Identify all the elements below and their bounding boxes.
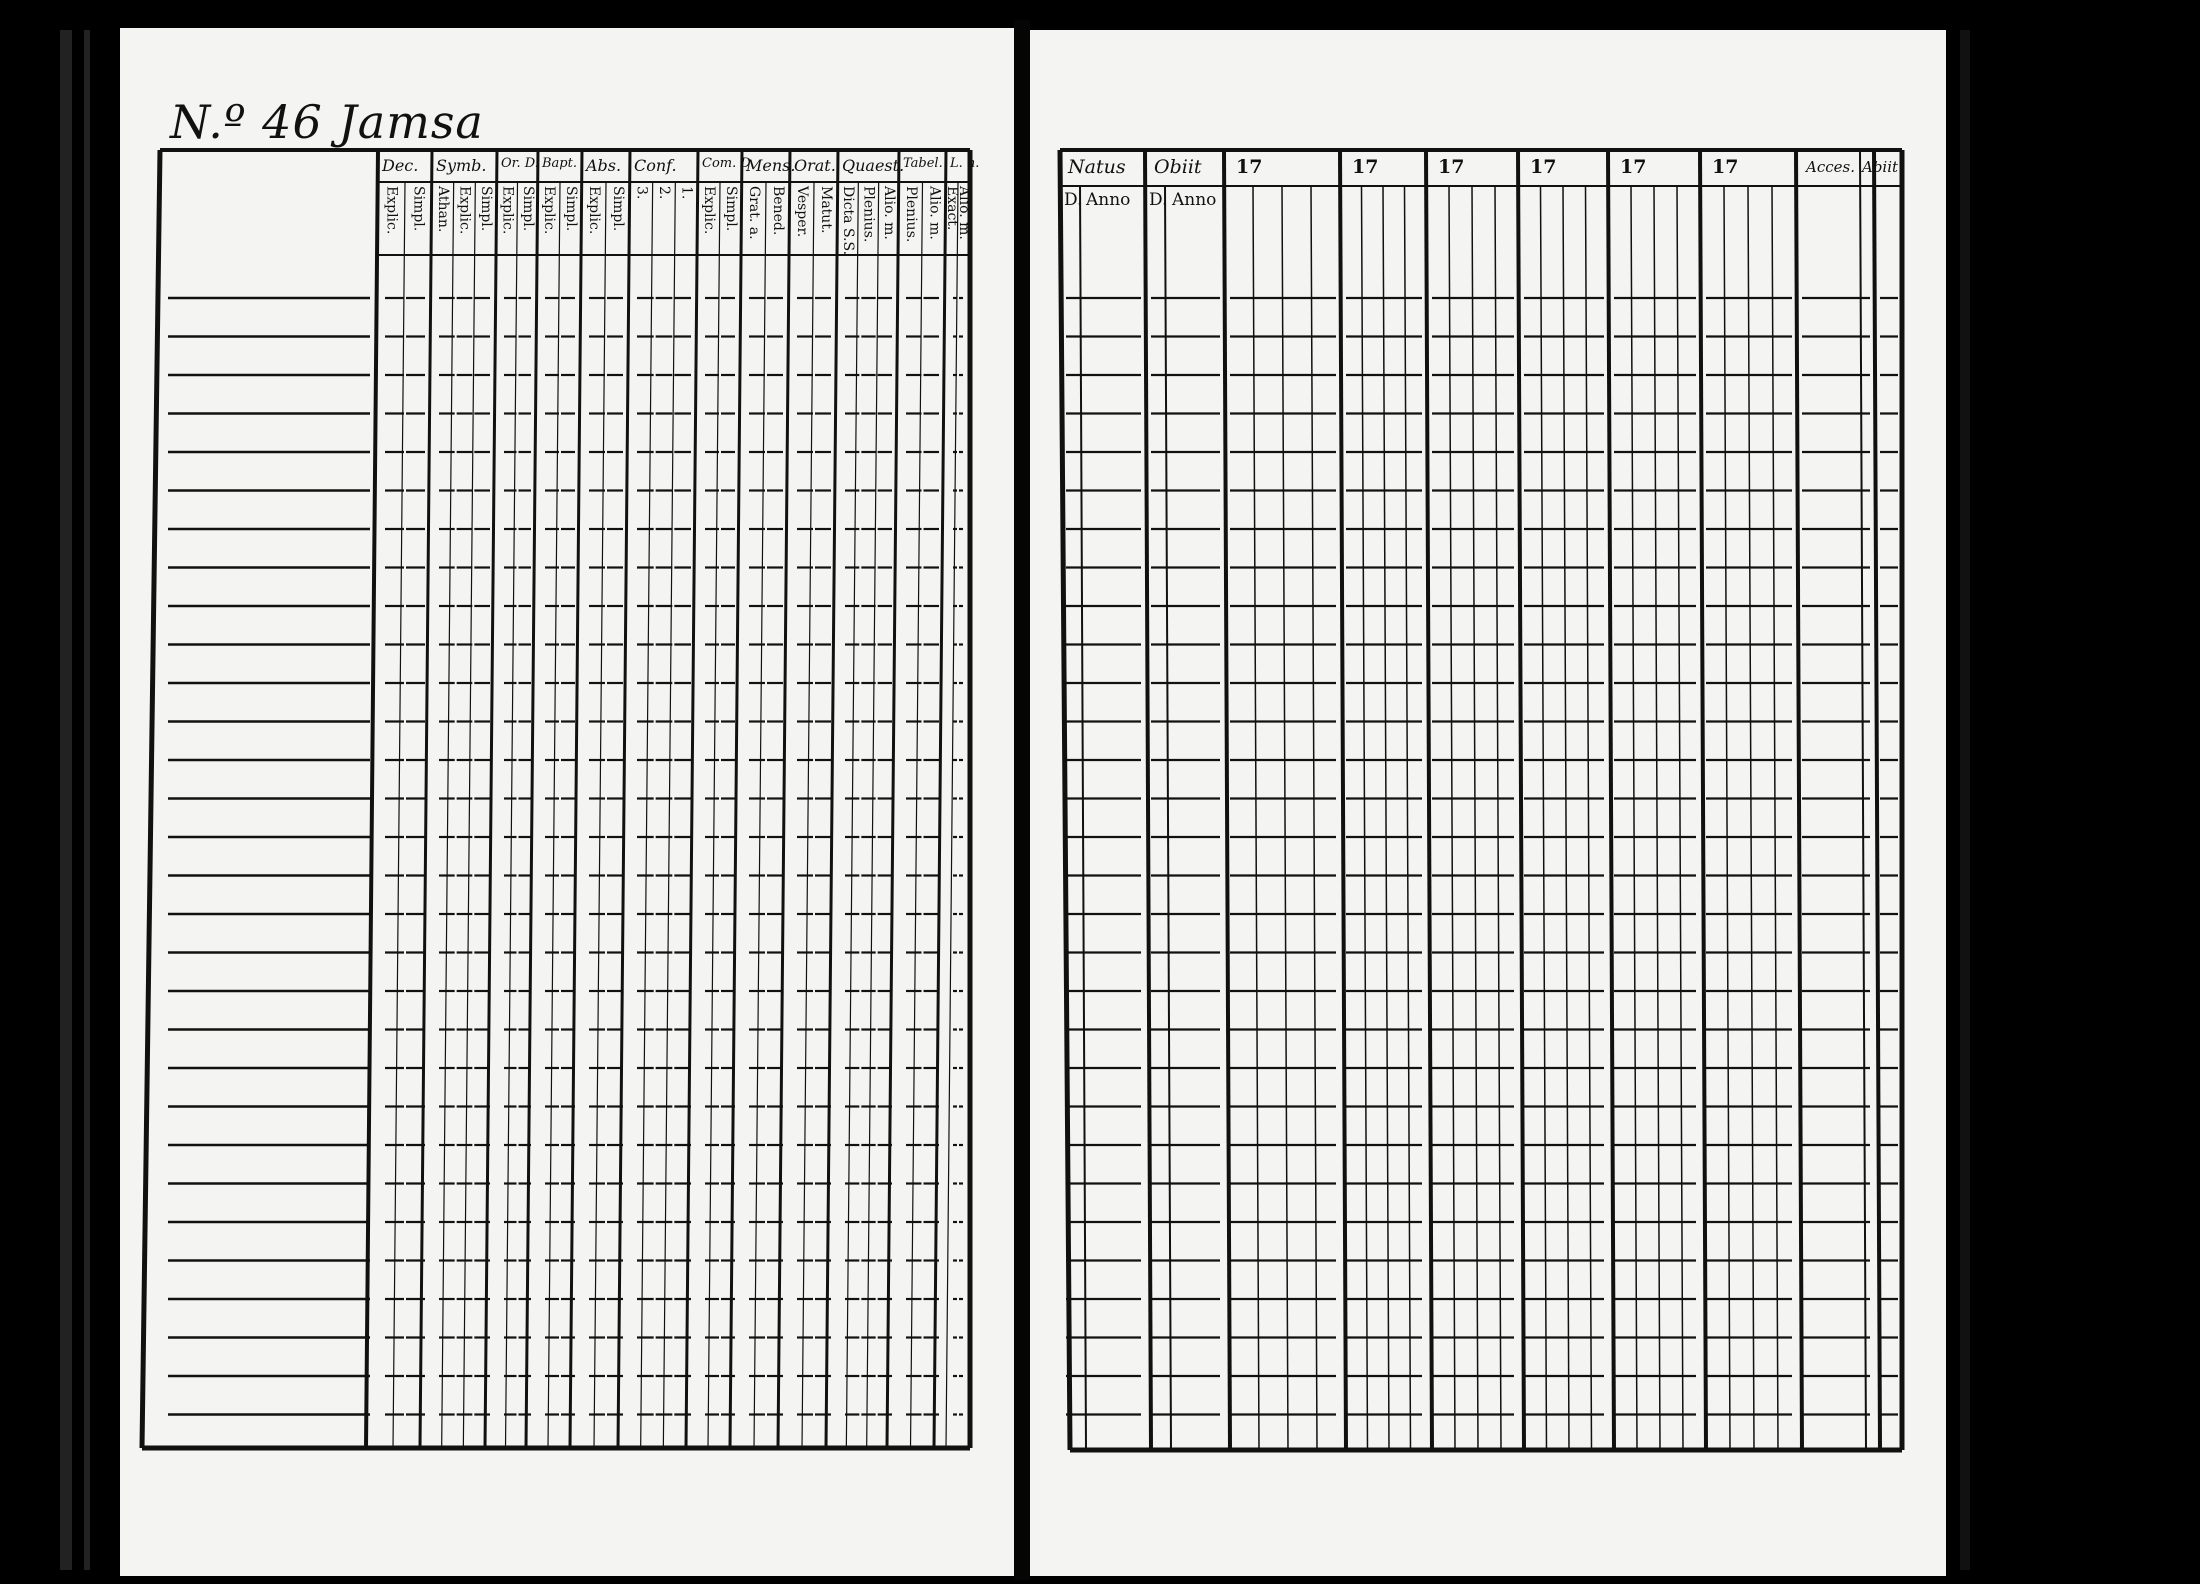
left-column-subheader: 1. — [678, 186, 695, 200]
left-column-subheader: 3. — [633, 186, 650, 200]
left-column-subheader: Alio. m. — [926, 186, 943, 240]
left-column-subheader: Simpl. — [519, 186, 536, 232]
natus-day-subheader: D. — [1064, 190, 1083, 210]
right-column-line — [1426, 150, 1432, 1450]
natus-header: Natus — [1068, 156, 1126, 178]
left-column-subheader: Plenius. — [902, 186, 919, 243]
obiit-header: Obiit — [1154, 156, 1202, 178]
left-column-subheader: Simpl. — [610, 186, 626, 232]
year-header: 17 — [1352, 156, 1379, 178]
natus-year-subheader: Anno — [1086, 190, 1131, 210]
left-column-header: Dec. — [382, 156, 419, 175]
left-column-subheader: Dicta S.S. — [840, 186, 857, 256]
left-column-subheader: Bened. — [770, 186, 786, 236]
year-header: 17 — [1530, 156, 1557, 178]
left-column-subheader: Simpl. — [723, 186, 739, 232]
left-column-header: Or. D. — [501, 156, 539, 171]
left-column-subheader: Explic. — [499, 186, 516, 235]
left-column-header: Conf. — [634, 156, 677, 175]
year-header: 17 — [1712, 156, 1739, 178]
left-column-subheader: Exact. — [944, 186, 960, 231]
right-column-line — [1518, 150, 1524, 1450]
right-column-line — [1700, 150, 1706, 1450]
left-column-subheader: Explic. — [586, 186, 602, 235]
left-column-subheader: Matut. — [818, 186, 834, 234]
obiit-day-subheader: D. — [1149, 190, 1168, 210]
left-column-subheader: Explic. — [383, 186, 400, 235]
left-column-header: Tabel. — [903, 156, 943, 171]
left-column-subheader: Grat. a. — [746, 186, 762, 240]
right-column-line — [1796, 150, 1802, 1450]
year-header: 17 — [1438, 156, 1465, 178]
obiit-year-subheader: Anno — [1172, 190, 1217, 210]
left-column-header: L. n. — [950, 156, 980, 171]
left-column-subheader: Explic. — [541, 186, 557, 235]
left-column-subheader: Explic. — [456, 186, 473, 235]
left-column-subheader: Alio. m. — [956, 186, 972, 240]
left-column-subheader: 2. — [656, 186, 672, 200]
left-column-subheader: Simpl. — [563, 186, 579, 232]
abiit-header: Abiit — [1862, 158, 1899, 176]
year-header: 17 — [1236, 156, 1263, 178]
right-frame-left — [1060, 150, 1070, 1450]
left-column-subheader: Explic. — [701, 186, 717, 235]
right-column-line — [1224, 150, 1230, 1450]
right-column-line — [1145, 150, 1151, 1450]
left-column-header: Com. D. — [702, 156, 755, 171]
left-column-subheader: Simpl. — [478, 186, 495, 232]
right-column-line — [1608, 150, 1614, 1450]
left-column-subheader: Plenius. — [860, 186, 877, 243]
left-column-subheader: Athan. — [434, 186, 451, 233]
left-column-header: Quaest. — [842, 156, 905, 175]
left-column-header: Orat. — [794, 156, 836, 175]
year-header: 17 — [1620, 156, 1647, 178]
right-column-line — [1874, 150, 1880, 1450]
left-column-header: Bapt. — [542, 156, 577, 171]
left-column-header: Abs. — [586, 156, 622, 175]
left-column-header: Mens. — [746, 156, 796, 175]
left-column-subheader: Simpl. — [410, 186, 427, 232]
right-acces-abiit-line — [1860, 150, 1866, 1450]
register-title: N.º 46 Jamsa — [170, 95, 484, 149]
right-column-line — [1340, 150, 1346, 1450]
left-column-subheader: Vesper. — [794, 186, 810, 238]
accessit-header: Acces. — [1806, 158, 1855, 176]
left-column-subheader: Alio. m. — [880, 186, 897, 240]
left-column-header: Symb. — [436, 156, 487, 175]
